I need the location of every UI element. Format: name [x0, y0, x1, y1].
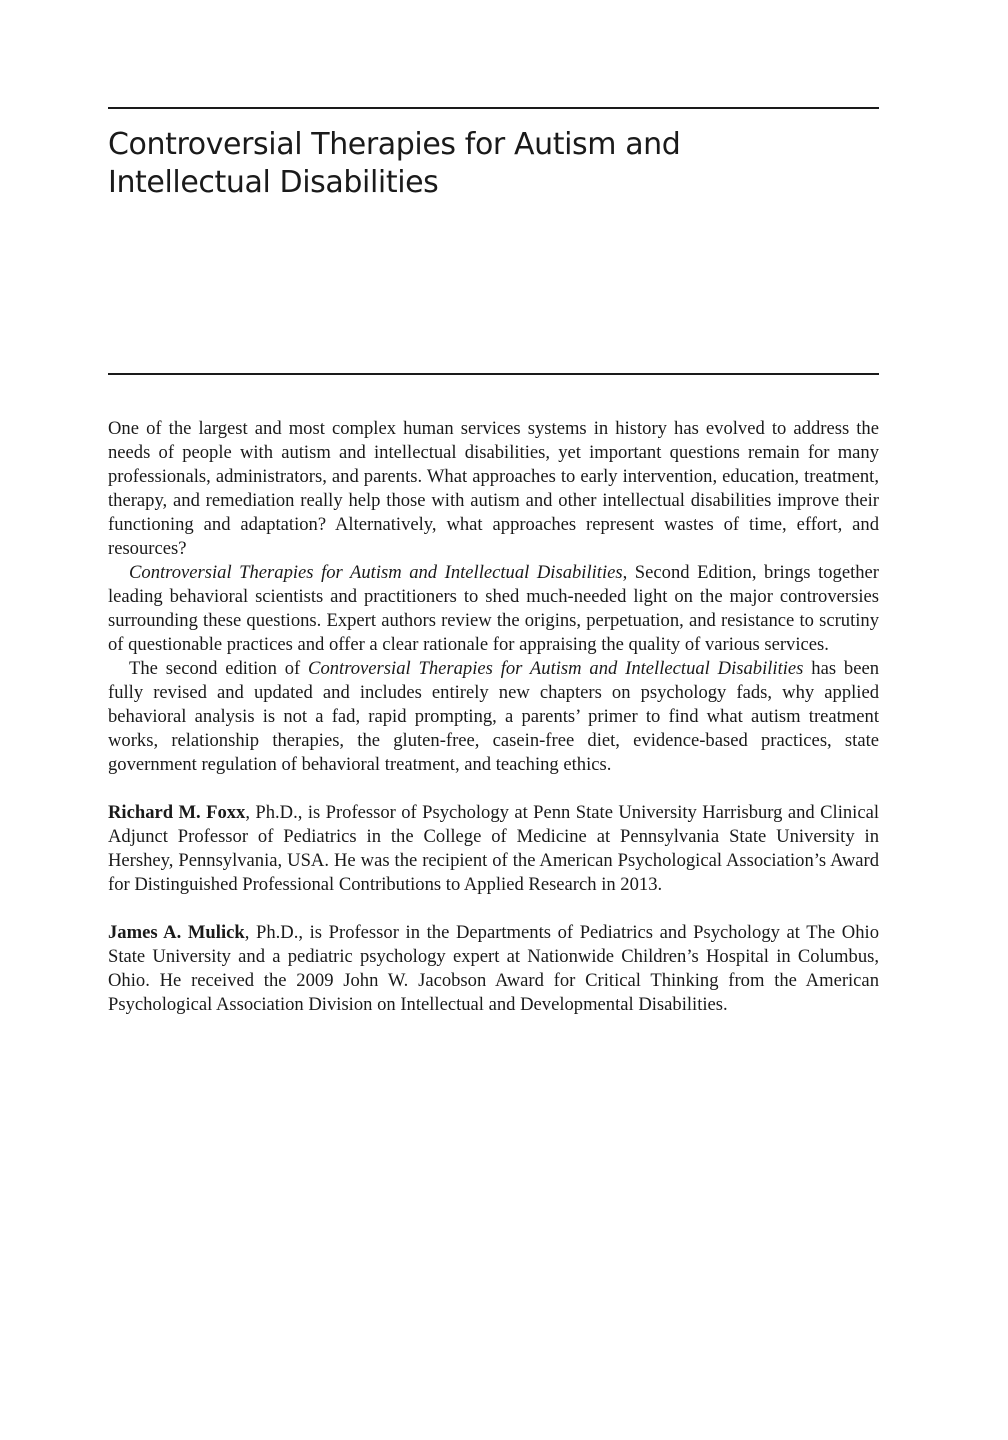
- description-paragraph-1: One of the largest and most complex human services systems in history has evolved to address the needs of people with autism and intellectual disabilities, yet important questions remain for many professionals, administrators, and parents. What approaches to early intervention, education, treatment, therapy, and remediation really help those with autism and other intellectual disabilities improve their functioning and adaptation? Alternatively, what approaches represent wastes of time, effort, and resources?: [108, 418, 879, 559]
- author-bio-foxx: [108, 801, 879, 897]
- author-bio-mulick: [108, 921, 879, 1017]
- top-rule: [108, 107, 879, 109]
- author-bio-text: , Ph.D., is Professor of Psychology at Penn State University Harrisburg and Clinical Adjunct Professor of Pediatrics in the College of Medicine at Pennsylvania State University in Hershey, Pennsylvania, USA. He was the recipient of the American Psychological Association’s Award for Distinguished Professional Contributions to Applied Research in 2013.: [108, 802, 879, 895]
- book-title-line-2: Intellectual Disabilities: [108, 165, 439, 200]
- book-title-reference: Controversial Therapies for Autism and Intellectual Disabilities: [308, 658, 804, 679]
- description-paragraph-2: [108, 561, 879, 657]
- author-name: James A. Mulick: [108, 922, 245, 943]
- author-name: Richard M. Foxx: [108, 802, 246, 823]
- description-block: [108, 417, 879, 1017]
- book-title-line-1: Controversial Therapies for Autism and: [108, 127, 681, 162]
- book-title-reference: Controversial Therapies for Autism and Intellectual Disabilities: [129, 562, 623, 583]
- bottom-rule: [108, 373, 879, 375]
- description-paragraph-3: [108, 657, 879, 777]
- book-title: [108, 126, 879, 202]
- description-paragraph-3-text: has been fully revised and updated and includes entirely new chapters on psychology fads, why applied behavioral analysis is not a fad, rapid prompting, a parents’ primer to find what autism treatment works, relationship therapies, the gluten-free, casein-free diet, evidence-based practices, state government regulation of behavioral treatment, and teaching ethics.: [108, 658, 879, 775]
- author-bio-text: , Ph.D., is Professor in the Departments of Pediatrics and Psychology at The Ohio State University and a pediatric psychology expert at Nationwide Children’s Hospital in Columbus, Ohio. He received the 2009 John W. Jacobson Award for Critical Thinking from the American Psychological Association Division on Intellectual and Developmental Disabilities.: [108, 922, 879, 1015]
- description-paragraph-3-lead: The second edition of: [129, 658, 309, 679]
- description-paragraph-2-text: , Second Edition, brings together leading behavioral scientists and practitioners to shed much-needed light on the major controversies surrounding these questions. Expert authors review the origins, perpetuation, and resistance to scrutiny of questionable practices and offer a clear rationale for appraising the quality of various services.: [108, 562, 879, 655]
